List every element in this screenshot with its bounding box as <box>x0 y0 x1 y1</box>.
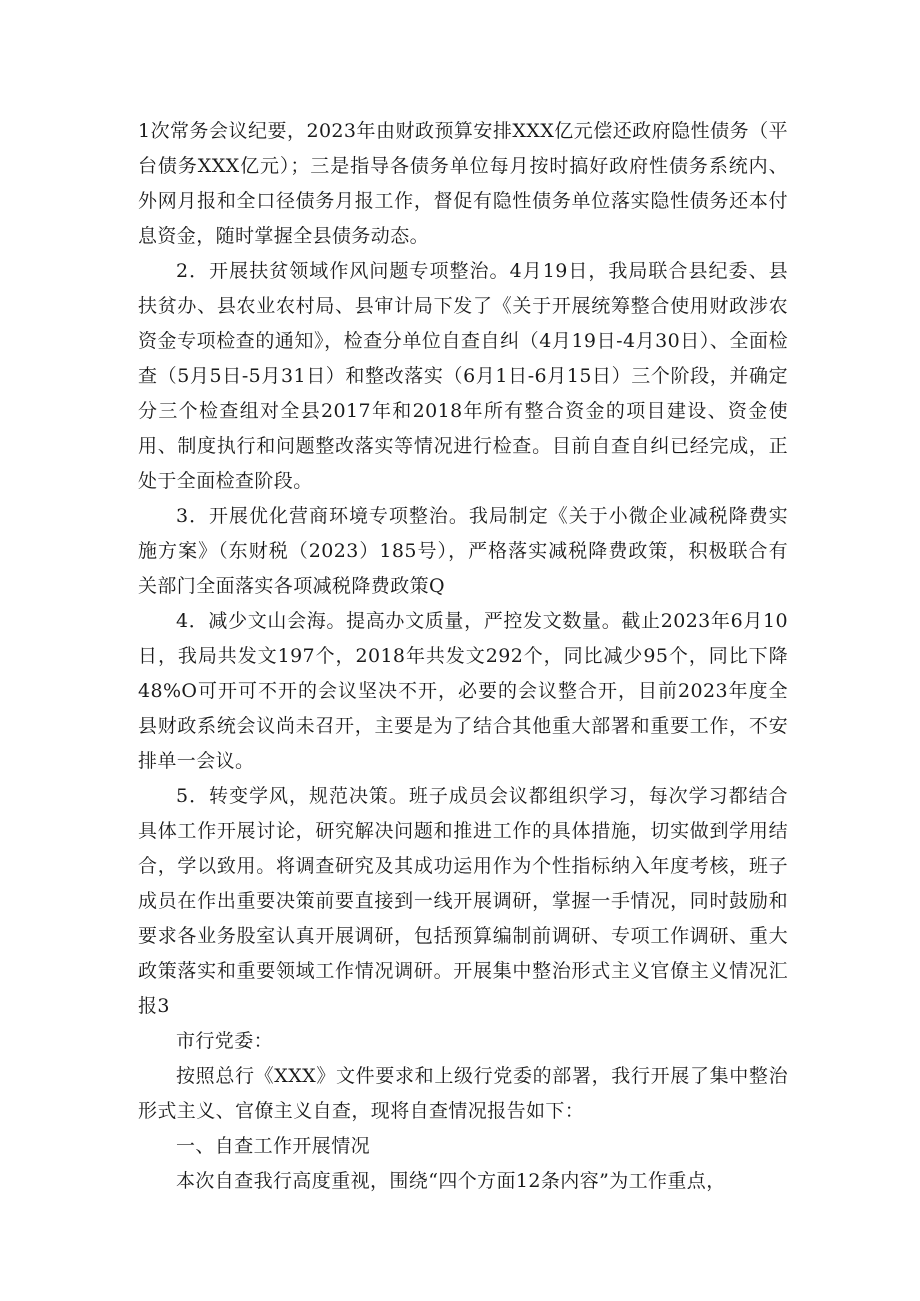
paragraph-business-environment: 3．开展优化营商环境专项整治。我局制定《关于小微企业减税降费实施方案》（东财税（2023）185号），严格落实减税降费政策，积极联合有关部门全面落实各项减税降费政策Q <box>138 505 788 597</box>
section-heading: 一、自查工作开展情况 <box>176 1135 371 1157</box>
paragraph-poverty-rectification: 2．开展扶贫领域作风问题专项整治。4月19日，我局联合县纪委、县扶贫办、县农业农村局、县审计局下发了《关于开展统筹整合使用财政涉农资金专项检查的通知》，检查分单位自查自纠（4月19日-4月30日）、全面检查（5月5日-5月31日）和整改落实（6月1日-6月15日）三个阶段，并确定分三个检查组对全县2017年和2018年所有整合资金的项目建设、资金使用、制度执行和问题整改落实等情况进行检查。目前自查自纠已经完成，正处于全面检查阶段。 <box>138 260 788 492</box>
paragraph-self-check: 本次自查我行高度重视，围绕“四个方面12条内容”为工作重点， <box>176 1170 726 1192</box>
paragraph-introduction: 按照总行《XXX》文件要求和上级行党委的部署，我行开展了集中整治形式主义、官僚主义自查，现将自查情况报告如下： <box>138 1065 788 1122</box>
document-page <box>138 114 788 1199</box>
paragraph-study-style: 5．转变学风，规范决策。班子成员会议都组织学习，每次学习都结合具体工作开展讨论，研究解决问题和推进工作的具体措施，切实做到学用结合，学以致用。将调查研究及其成功运用作为个性指标纳入年度考核，班子成员在作出重要决策前要直接到一线开展调研，掌握一手情况，同时鼓励和要求各业务股室认真开展调研，包括预算编制前调研、专项工作调研、重大政策落实和重要领域工作情况调研。开展集中整治形式主义官僚主义情况汇报3 <box>138 785 788 1017</box>
paragraph-reduce-meetings: 4．减少文山会海。提高办文质量，严控发文数量。截止2023年6月10日，我局共发文197个，2018年共发文292个，同比减少95个，同比下降48%O可开可不开的会议坚决不开，必要的会议整合开，目前2023年度全县财政系统会议尚未召开，主要是为了结合其他重大部署和重要工作，不安排单一会议。 <box>138 610 788 772</box>
salutation: 市行党委： <box>176 1030 274 1052</box>
paragraph-debt-summary: 1次常务会议纪要，2023年由财政预算安排XXX亿元偿还政府隐性债务（平台债务XXX亿元）；三是指导各债务单位每月按时搞好政府性债务系统内、外网月报和全口径债务月报工作，督促有隐性债务单位落实隐性债务还本付息资金，随时掌握全县债务动态。 <box>138 120 788 247</box>
